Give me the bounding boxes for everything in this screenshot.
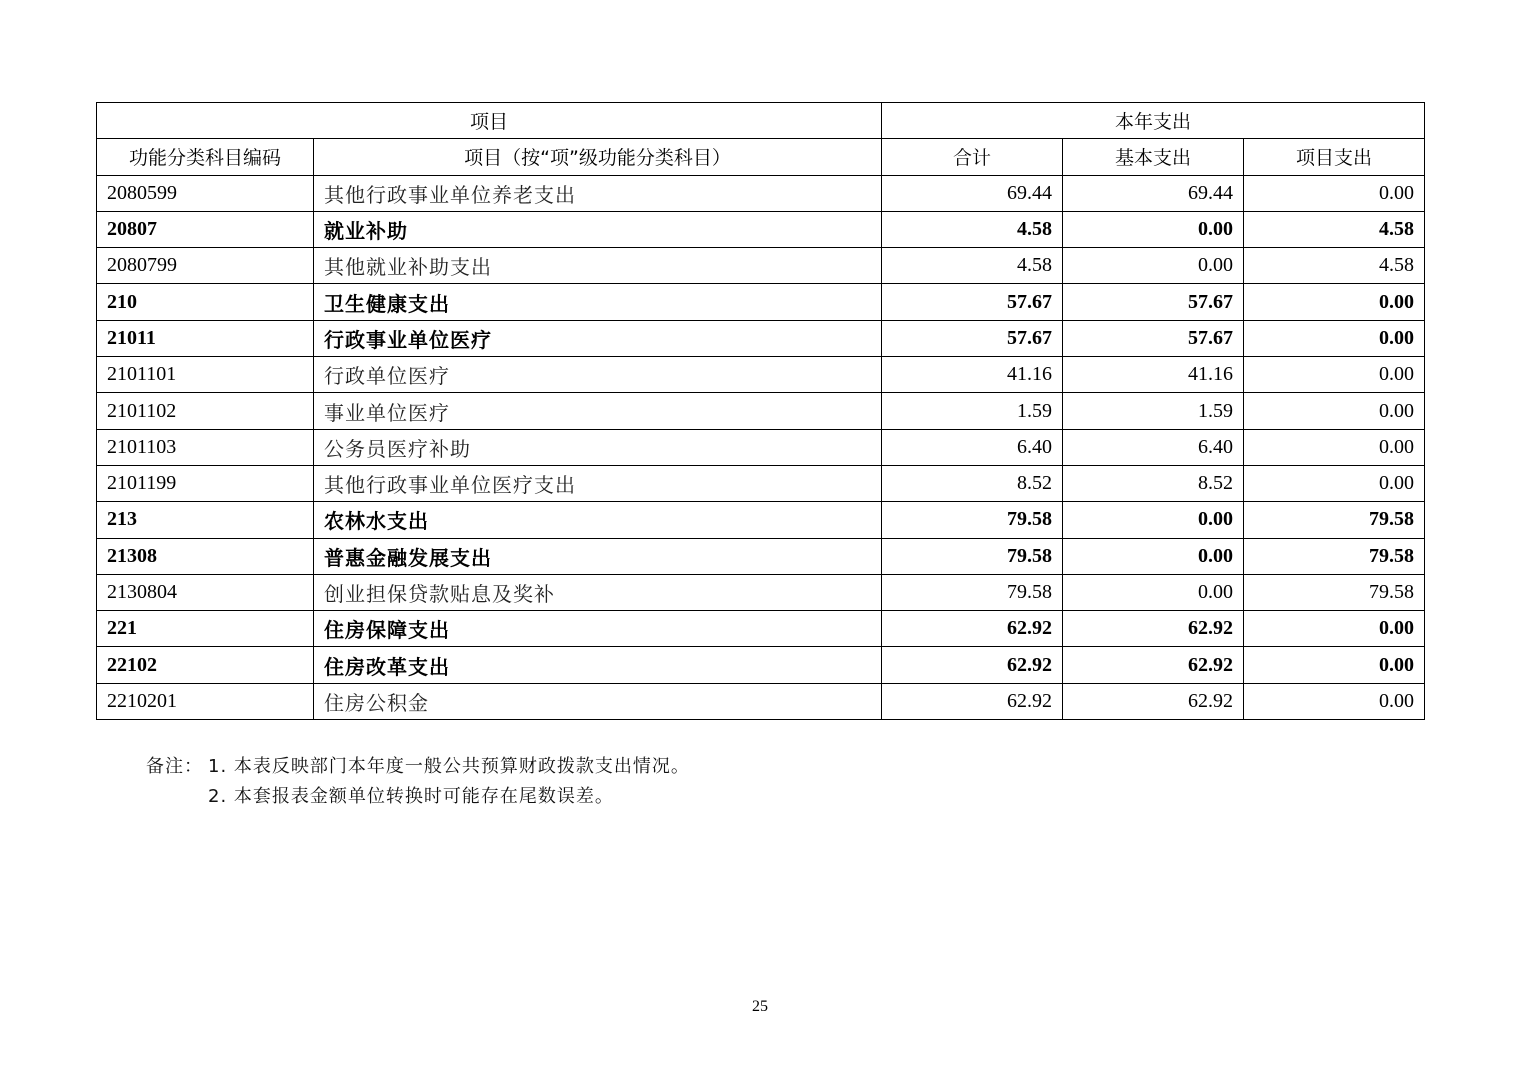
cell-basic: 1.59 bbox=[1063, 393, 1244, 429]
cell-total: 8.52 bbox=[882, 465, 1063, 501]
table-row bbox=[97, 502, 1425, 538]
expenditure-table bbox=[96, 102, 1425, 720]
cell-total: 62.92 bbox=[882, 647, 1063, 683]
cell-total: 4.58 bbox=[882, 211, 1063, 247]
cell-total: 1.59 bbox=[882, 393, 1063, 429]
table-row bbox=[97, 574, 1425, 610]
table-row bbox=[97, 647, 1425, 683]
cell-project: 0.00 bbox=[1244, 175, 1425, 211]
cell-project: 0.00 bbox=[1244, 465, 1425, 501]
cell-name: 农林水支出 bbox=[314, 502, 882, 538]
cell-name: 行政事业单位医疗 bbox=[314, 320, 882, 356]
notes bbox=[146, 752, 690, 812]
cell-project: 4.58 bbox=[1244, 248, 1425, 284]
cell-code: 213 bbox=[97, 502, 314, 538]
cell-name: 卫生健康支出 bbox=[314, 284, 882, 320]
cell-project: 0.00 bbox=[1244, 611, 1425, 647]
column-header-code: 功能分类科目编码 bbox=[97, 139, 314, 175]
cell-code: 22102 bbox=[97, 647, 314, 683]
cell-project: 0.00 bbox=[1244, 647, 1425, 683]
cell-code: 210 bbox=[97, 284, 314, 320]
cell-basic: 62.92 bbox=[1063, 647, 1244, 683]
header-current-year: 本年支出 bbox=[882, 103, 1425, 139]
table-row bbox=[97, 429, 1425, 465]
cell-project: 79.58 bbox=[1244, 538, 1425, 574]
cell-code: 2101199 bbox=[97, 465, 314, 501]
header-group-row bbox=[97, 103, 1425, 139]
cell-name: 就业补助 bbox=[314, 211, 882, 247]
cell-total: 79.58 bbox=[882, 538, 1063, 574]
table-row bbox=[97, 284, 1425, 320]
table-row bbox=[97, 538, 1425, 574]
column-header-name: 项目（按“项”级功能分类科目） bbox=[314, 139, 882, 175]
table-row bbox=[97, 211, 1425, 247]
cell-name: 事业单位医疗 bbox=[314, 393, 882, 429]
cell-code: 2210201 bbox=[97, 683, 314, 719]
cell-project: 0.00 bbox=[1244, 284, 1425, 320]
table-row bbox=[97, 357, 1425, 393]
cell-code: 221 bbox=[97, 611, 314, 647]
notes-label: 备注： bbox=[146, 756, 203, 777]
note-item: 1. 本表反映部门本年度一般公共预算财政拨款支出情况。 bbox=[208, 756, 690, 777]
cell-total: 41.16 bbox=[882, 357, 1063, 393]
column-header-project: 项目支出 bbox=[1244, 139, 1425, 175]
cell-code: 20807 bbox=[97, 211, 314, 247]
header-project: 项目 bbox=[97, 103, 882, 139]
cell-code: 2080799 bbox=[97, 248, 314, 284]
cell-basic: 41.16 bbox=[1063, 357, 1244, 393]
cell-code: 2101102 bbox=[97, 393, 314, 429]
cell-project: 0.00 bbox=[1244, 429, 1425, 465]
table-row bbox=[97, 393, 1425, 429]
cell-name: 行政单位医疗 bbox=[314, 357, 882, 393]
cell-name: 其他行政事业单位养老支出 bbox=[314, 175, 882, 211]
cell-basic: 0.00 bbox=[1063, 502, 1244, 538]
note-line bbox=[146, 752, 690, 782]
cell-code: 21011 bbox=[97, 320, 314, 356]
cell-total: 4.58 bbox=[882, 248, 1063, 284]
cell-basic: 57.67 bbox=[1063, 284, 1244, 320]
cell-code: 2101101 bbox=[97, 357, 314, 393]
cell-code: 2101103 bbox=[97, 429, 314, 465]
cell-name: 公务员医疗补助 bbox=[314, 429, 882, 465]
cell-total: 57.67 bbox=[882, 320, 1063, 356]
note-line bbox=[146, 782, 690, 812]
note-item: 2. 本套报表金额单位转换时可能存在尾数误差。 bbox=[208, 786, 614, 807]
cell-code: 21308 bbox=[97, 538, 314, 574]
cell-basic: 62.92 bbox=[1063, 611, 1244, 647]
cell-total: 79.58 bbox=[882, 502, 1063, 538]
cell-project: 4.58 bbox=[1244, 211, 1425, 247]
column-header-total: 合计 bbox=[882, 139, 1063, 175]
cell-total: 57.67 bbox=[882, 284, 1063, 320]
header-columns-row bbox=[97, 139, 1425, 175]
cell-basic: 57.67 bbox=[1063, 320, 1244, 356]
cell-project: 0.00 bbox=[1244, 683, 1425, 719]
page-number: 25 bbox=[752, 998, 768, 1015]
cell-basic: 0.00 bbox=[1063, 538, 1244, 574]
cell-name: 其他行政事业单位医疗支出 bbox=[314, 465, 882, 501]
cell-total: 62.92 bbox=[882, 611, 1063, 647]
cell-basic: 0.00 bbox=[1063, 574, 1244, 610]
cell-total: 69.44 bbox=[882, 175, 1063, 211]
column-header-basic: 基本支出 bbox=[1063, 139, 1244, 175]
cell-name: 住房保障支出 bbox=[314, 611, 882, 647]
cell-project: 0.00 bbox=[1244, 357, 1425, 393]
table-row bbox=[97, 465, 1425, 501]
cell-code: 2080599 bbox=[97, 175, 314, 211]
cell-basic: 0.00 bbox=[1063, 211, 1244, 247]
cell-name: 住房公积金 bbox=[314, 683, 882, 719]
cell-code: 2130804 bbox=[97, 574, 314, 610]
cell-project: 0.00 bbox=[1244, 320, 1425, 356]
cell-basic: 6.40 bbox=[1063, 429, 1244, 465]
cell-project: 79.58 bbox=[1244, 574, 1425, 610]
cell-name: 住房改革支出 bbox=[314, 647, 882, 683]
table-row bbox=[97, 175, 1425, 211]
cell-name: 其他就业补助支出 bbox=[314, 248, 882, 284]
cell-basic: 8.52 bbox=[1063, 465, 1244, 501]
cell-basic: 69.44 bbox=[1063, 175, 1244, 211]
cell-basic: 0.00 bbox=[1063, 248, 1244, 284]
cell-name: 创业担保贷款贴息及奖补 bbox=[314, 574, 882, 610]
table-body bbox=[97, 175, 1425, 719]
table-row bbox=[97, 320, 1425, 356]
cell-total: 6.40 bbox=[882, 429, 1063, 465]
cell-basic: 62.92 bbox=[1063, 683, 1244, 719]
table-row bbox=[97, 683, 1425, 719]
cell-project: 79.58 bbox=[1244, 502, 1425, 538]
cell-project: 0.00 bbox=[1244, 393, 1425, 429]
cell-total: 79.58 bbox=[882, 574, 1063, 610]
cell-name: 普惠金融发展支出 bbox=[314, 538, 882, 574]
table-row bbox=[97, 248, 1425, 284]
table-row bbox=[97, 611, 1425, 647]
cell-total: 62.92 bbox=[882, 683, 1063, 719]
